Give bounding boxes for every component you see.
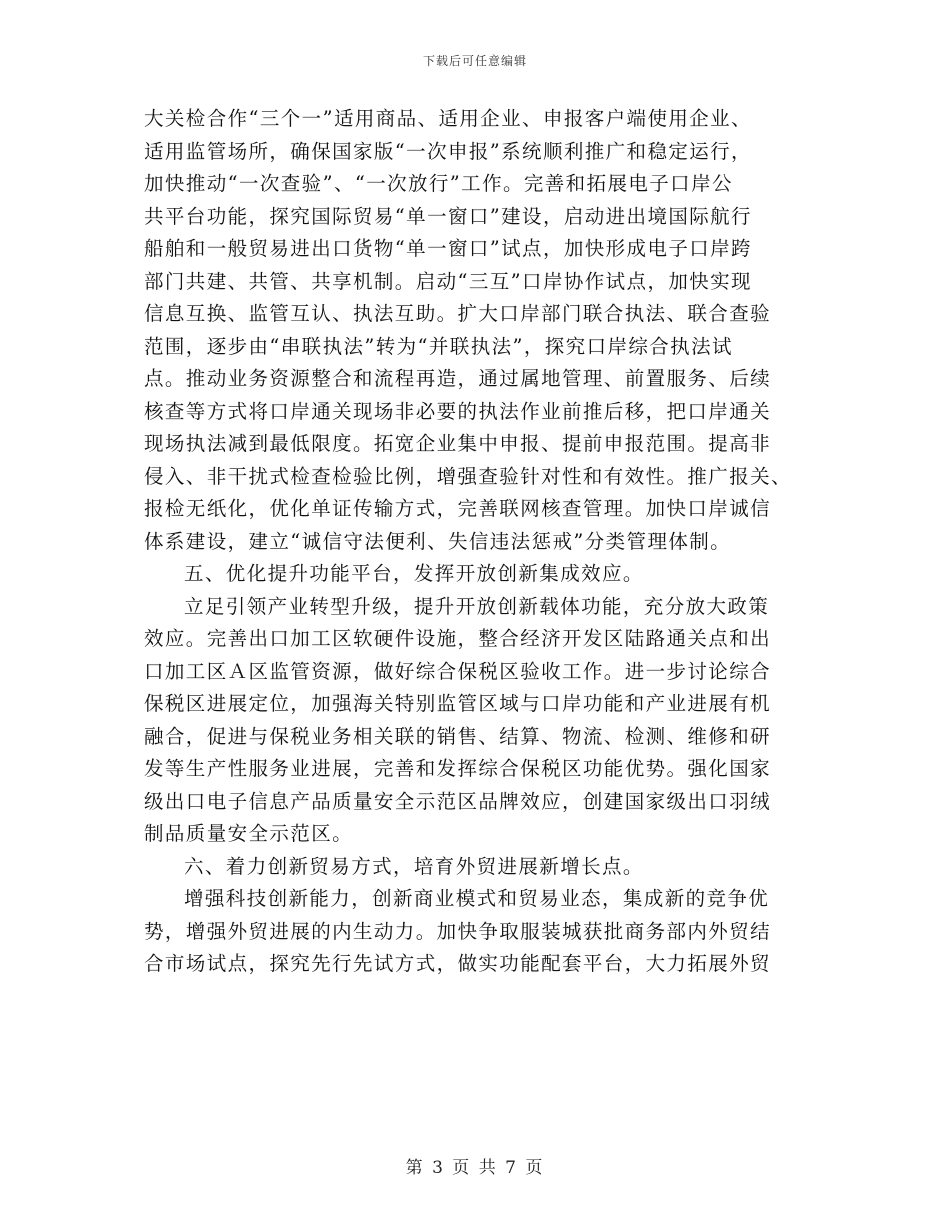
page-footer: 第 3 页 共 7 页 [405,1158,545,1178]
text-line: 点。推动业务资源整合和流程再造，通过属地管理、前置服务、后续 [144,367,772,390]
text-line: 融合，促进与保税业务相关联的销售、结算、物流、检测、维修和研 [144,724,772,748]
text-line: 共平台功能，探究国际贸易“单一窗口”建设，启动进出境国际航行 [144,204,752,228]
paragraph-start-line: 六、着力创新贸易方式，培育外贸进展新增长点。 [184,854,644,878]
text-line: 船舶和一般贸易进出口货物“单一窗口”试点，加快形成电子口岸跨 [144,237,752,260]
text-line: 势，增强外贸进展的内生动力。加快争取服装城获批商务部内外贸结 [144,919,772,943]
text-line: 制品质量安全示范区。 [144,822,354,845]
text-line: 合市场试点，探究先行先试方式，做实功能配套平台，大力拓展外贸 [144,952,772,975]
text-line: 现场执法减到最低限度。拓宽企业集中申报、提前申报范围。提高非 [144,432,772,455]
text-line: 体系建设，建立“诚信守法便利、失信违法惩戒”分类管理体制。 [144,529,732,553]
paragraph-start-line: 增强科技创新能力，创新商业模式和贸易业态，集成新的竞争优 [184,887,770,910]
text-line: 报检无纸化，优化单证传输方式，完善联网核查管理。加快口岸诚信 [144,497,772,520]
text-line: 效应。完善出口加工区软硬件设施，整合经济开发区陆路通关点和出 [144,627,772,650]
document-body [144,103,796,981]
text-line: 保税区进展定位，加强海关特别监管区域与口岸功能和产业进展有机 [144,692,772,715]
page-header: 下载后可任意编辑 [422,54,527,68]
text-line: 级出口电子信息产品质量安全示范区品牌效应，创建国家级出口羽绒 [144,789,772,813]
text-line: 信息互换、监管互认、执法互助。扩大口岸部门联合执法、联合查验 [144,302,772,325]
text-line: 加快推动“一次查验”、“一次放行”工作。完善和拓展电子口岸公 [144,172,733,195]
text-line: 适用监管场所，确保国家版“一次申报”系统顺利推广和稳定运行， [144,139,752,163]
text-line: 发等生产性服务业进展，完善和发挥综合保税区功能优势。强化国家 [144,757,772,780]
text-line: 侵入、非干扰式检查检验比例，增强查验针对性和有效性。推广报关、 [144,464,792,488]
text-line: 大关检合作“三个一”适用商品、适用企业、申报客户端使用企业、 [144,107,752,130]
paragraph-start-line: 五、优化提升功能平台，发挥开放创新集成效应。 [184,562,644,585]
text-line: 范围，逐步由“串联执法”转为“并联执法”，探究口岸综合执法试 [144,334,733,358]
text-line: 口加工区Ａ区监管资源，做好综合保税区验收工作。进一步讨论综合 [144,659,772,683]
text-line: 核查等方式将口岸通关现场非必要的执法作业前推后移，把口岸通关 [144,399,772,423]
paragraph-start-line: 立足引领产业转型升级，提升开放创新载体功能，充分放大政策 [184,594,770,618]
text-line: 部门共建、共管、共享机制。启动“三互”口岸协作试点，加快实现 [144,269,752,293]
